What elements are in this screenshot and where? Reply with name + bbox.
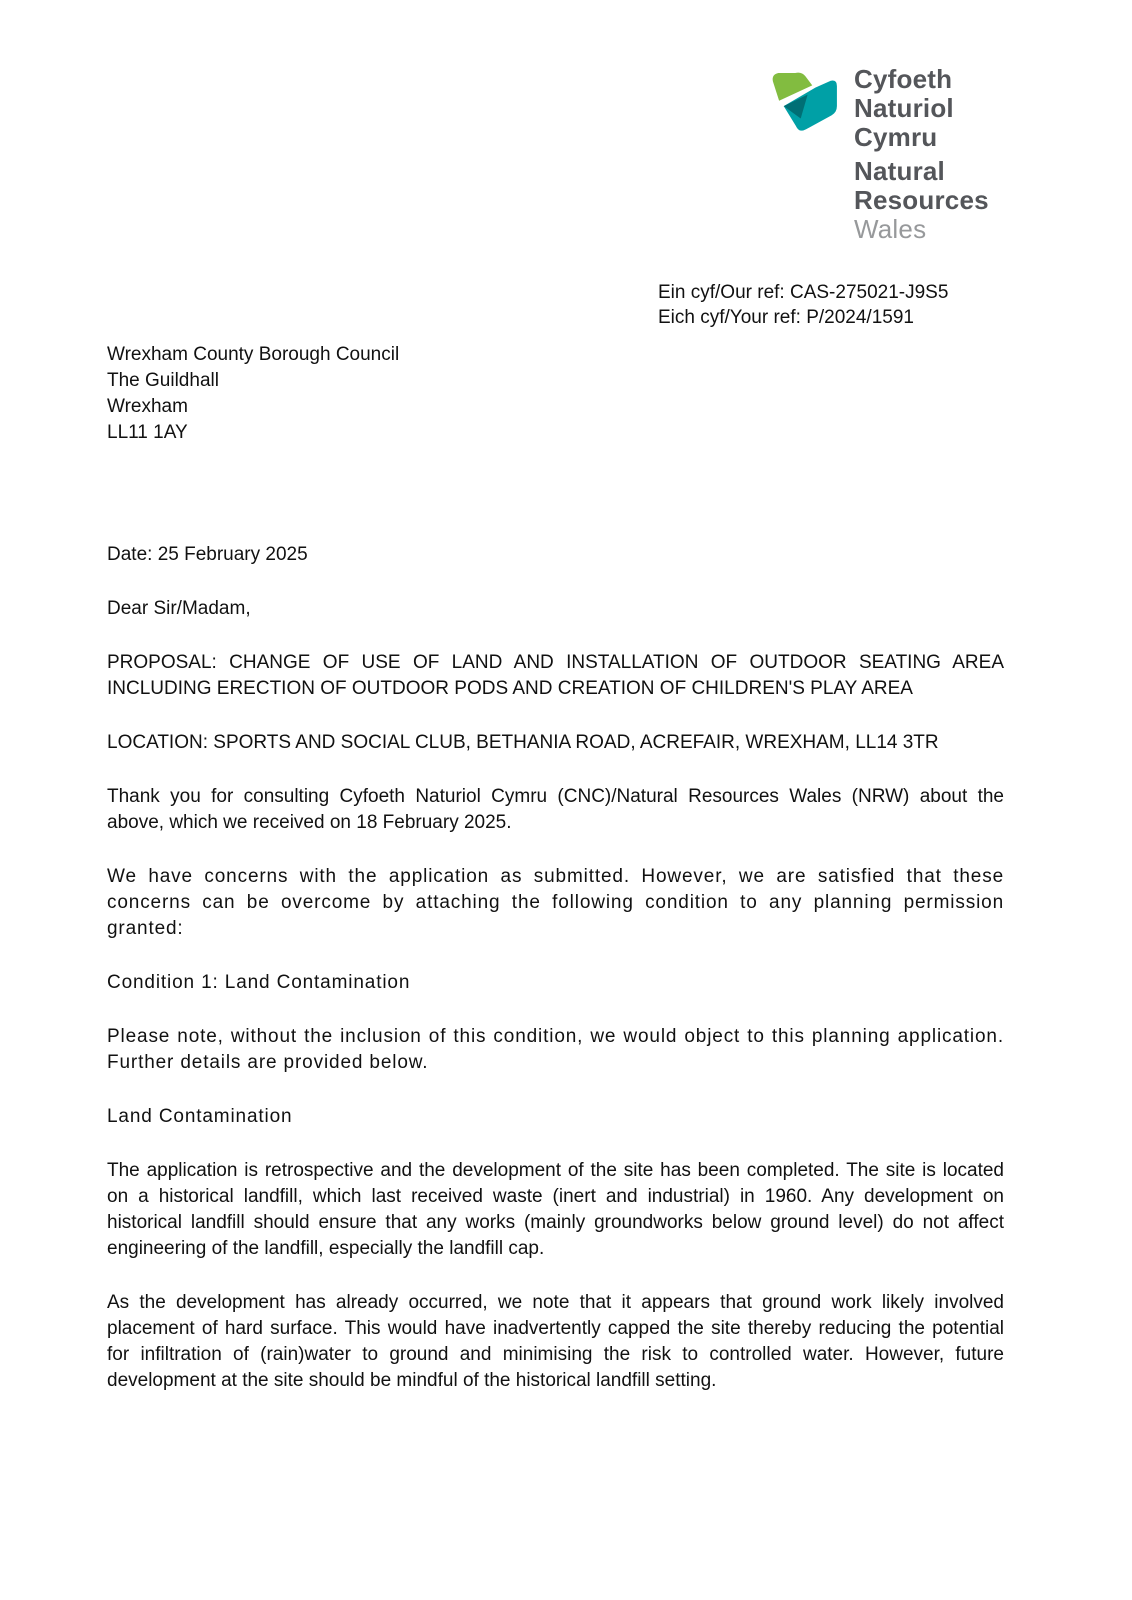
your-ref: Eich cyf/Your ref: P/2024/1591: [658, 307, 914, 328]
paragraph-thanks: Thank you for consulting Cyfoeth Naturiol Cymru (CNC)/Natural Resources Wales (NRW) about the above, which we received on 18 February 2025.: [107, 786, 1004, 833]
recipient-line: Wrexham County Borough Council: [107, 344, 400, 365]
paragraph-location: LOCATION: SPORTS AND SOCIAL CLUB, BETHANIA ROAD, ACREFAIR, WREXHAM, LL14 3TR: [107, 732, 939, 753]
section-heading-land-contamination: Land Contamination: [107, 1106, 293, 1127]
letter-body: [107, 542, 1004, 1394]
salutation: Dear Sir/Madam,: [107, 598, 251, 619]
logo-english-line2: Resources: [854, 185, 989, 215]
our-ref: Ein cyf/Our ref: CAS-275021-J9S5: [658, 282, 949, 303]
paragraph-concerns: We have concerns with the application as submitted. However, we are satisfied that these concerns can be overcome by attaching the following condition to any planning permission granted:: [107, 866, 1004, 939]
date-line: Date: 25 February 2025: [107, 544, 308, 565]
paragraph-note: Please note, without the inclusion of this condition, we would object to this planning application. Further details are provided below.: [107, 1026, 1004, 1073]
logo-english-line3: Wales: [854, 214, 927, 244]
logo-welsh-line2: Naturiol: [854, 93, 954, 123]
logo-welsh-line1: Cyfoeth: [854, 64, 953, 94]
logo-welsh-line3: Cymru: [854, 122, 938, 152]
paragraph-development-occurred: As the development has already occurred, we note that it appears that ground work likely involved placement of hard surface. This would have inadvertently capped the site thereby reducing the potential for infiltration of (rain)water to ground and minimising the risk to controlled water. However, future development at the site should be mindful of the historical landfill setting.: [107, 1292, 1004, 1391]
nrw-logo: [766, 65, 1004, 244]
condition-heading: Condition 1: Land Contamination: [107, 972, 411, 993]
logo-text-welsh: [854, 65, 954, 152]
paragraph-proposal: PROPOSAL: CHANGE OF USE OF LAND AND INSTALLATION OF OUTDOOR SEATING AREA INCLUDING ERECTION OF OUTDOOR PODS AND CREATION OF CHILDREN'S PLAY AREA: [107, 652, 1004, 699]
reference-block: [658, 280, 1004, 330]
logo-text-english: [854, 157, 1004, 244]
logo-english-line1: Natural: [854, 156, 945, 186]
recipient-line: The Guildhall: [107, 370, 219, 391]
paragraph-landfill-details: The application is retrospective and the development of the site has been completed. The site is located on a historical landfill, which last received waste (inert and industrial) in 1960. Any development on historical landfill should ensure that any works (mainly groundworks below ground level) do not affect engineering of the landfill, especially the landfill cap.: [107, 1160, 1004, 1259]
recipient-line: Wrexham: [107, 396, 188, 417]
recipient-line: LL11 1AY: [107, 422, 188, 443]
nrw-logo-icon: [766, 65, 840, 140]
recipient-address: [107, 342, 1004, 446]
